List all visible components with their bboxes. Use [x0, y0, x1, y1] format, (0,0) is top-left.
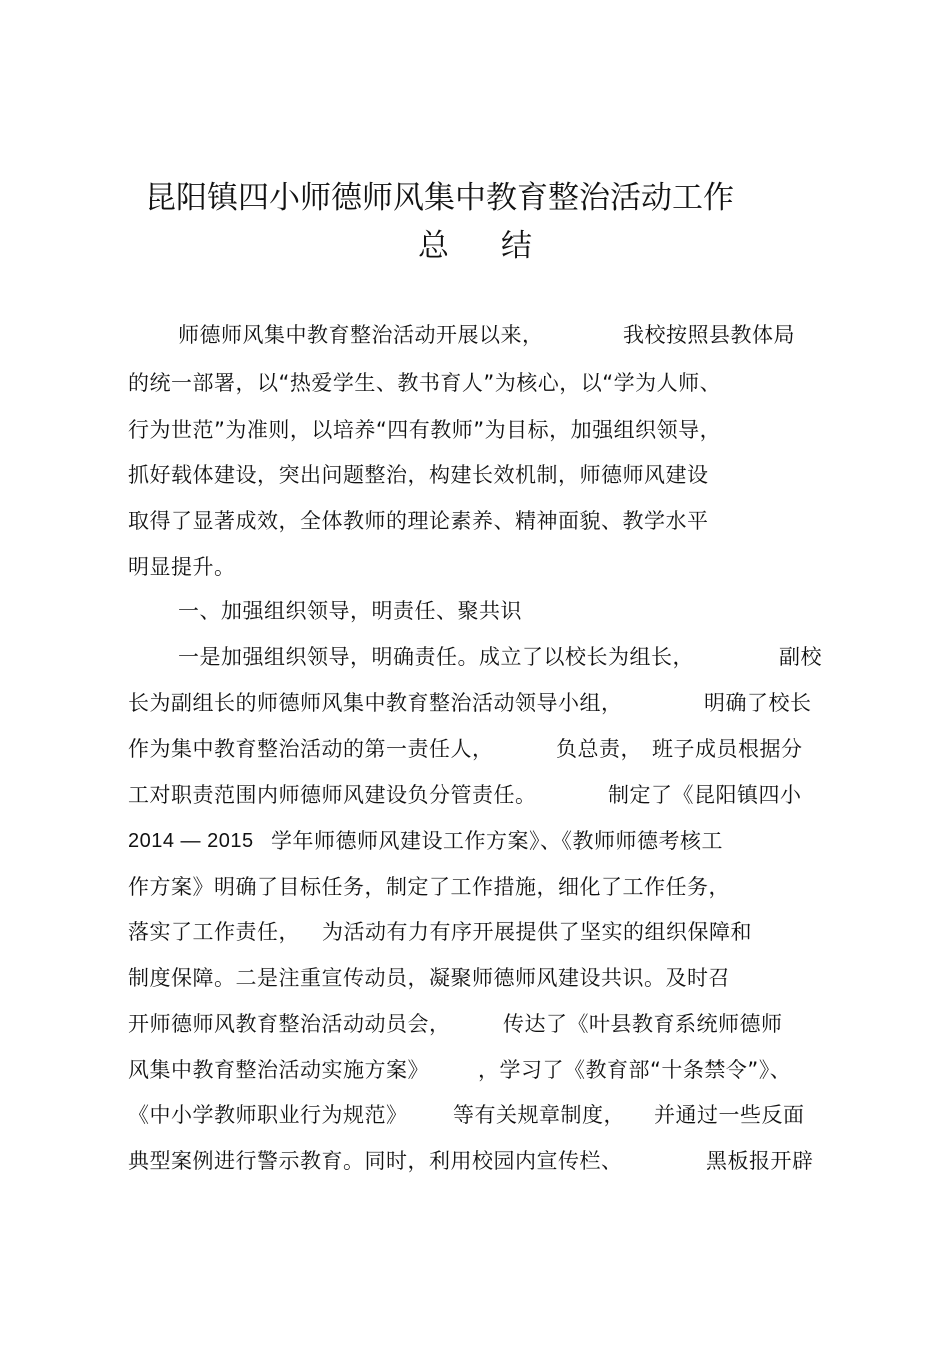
text-segment: 传达了《叶县教育系统师德师 [503, 1012, 783, 1036]
text-segment: 2014 — 2015 [128, 830, 254, 852]
title-char-jie: 结 [501, 228, 532, 264]
text-segment: 班子成员根据分 [652, 737, 803, 761]
text-segment: 一是加强组织领导，明确责任。成立了以校长为组长， [178, 645, 694, 669]
document-title-line-1: 昆阳镇四小师德师风集中教育整治活动工作 [145, 180, 734, 216]
text-segment: 师德师风集中教育整治活动开展以来， [178, 323, 544, 347]
text-segment: 典型案例进行警示教育。同时，利用校园内宣传栏、 [128, 1149, 623, 1173]
text-segment: 一、加强组织领导，明责任、聚共识 [178, 599, 522, 623]
text-segment: 《中小学教师职业行为规范》 [128, 1103, 408, 1127]
text-segment: 等有关规章制度， [453, 1103, 625, 1127]
text-segment: 副校 [779, 645, 822, 669]
text-segment: 开师德师风教育整治活动动员会， [128, 1012, 451, 1036]
text-segment: 制度保障。二是注重宣传动员，凝聚师德师风建设共识。及时召 [128, 966, 730, 990]
text-segment: 作方案》明确了目标任务，制定了工作措施，细化了工作任务， [128, 875, 730, 899]
text-segment: ，学习了《教育部“十条禁令”》、 [478, 1058, 792, 1082]
text-segment: 明显提升。 [128, 555, 236, 579]
title-char-zong: 总 [418, 228, 449, 264]
text-segment: 制定了《昆阳镇四小 [608, 783, 802, 807]
text-segment: 为活动有力有序开展提供了坚实的组织保障和 [322, 920, 752, 944]
text-segment: 作为集中教育整治活动的第一责任人， [128, 737, 494, 761]
text-segment: 负总责， [556, 737, 642, 761]
text-segment: 学年师德师风建设工作方案》、《教师师德考核工 [271, 829, 723, 853]
text-segment: 工对职责范围内师德师风建设负分管责任。 [128, 783, 537, 807]
text-segment: 的统一部署，以“热爱学生、教书育人”为核心，以“学为人师、 [128, 371, 722, 395]
text-segment: 抓好载体建设，突出问题整治，构建长效机制，师德师风建设 [128, 463, 709, 487]
text-segment: 取得了显著成效，全体教师的理论素养、精神面貌、教学水平 [128, 509, 709, 533]
text-segment: 长为副组长的师德师风集中教育整治活动领导小组， [128, 691, 623, 715]
document-title-line-2 [418, 226, 532, 266]
text-segment: 我校按照县教体局 [623, 323, 795, 347]
text-segment: 落实了工作责任， [128, 920, 300, 944]
text-segment: 并通过一些反面 [654, 1103, 805, 1127]
text-segment: 行为世范”为准则，以培养“四有教师”为目标，加强组织领导， [128, 418, 722, 442]
text-segment: 黑板报开辟 [706, 1149, 814, 1173]
text-segment: 明确了校长 [704, 691, 812, 715]
text-segment: 风集中教育整治活动实施方案》 [128, 1058, 429, 1082]
